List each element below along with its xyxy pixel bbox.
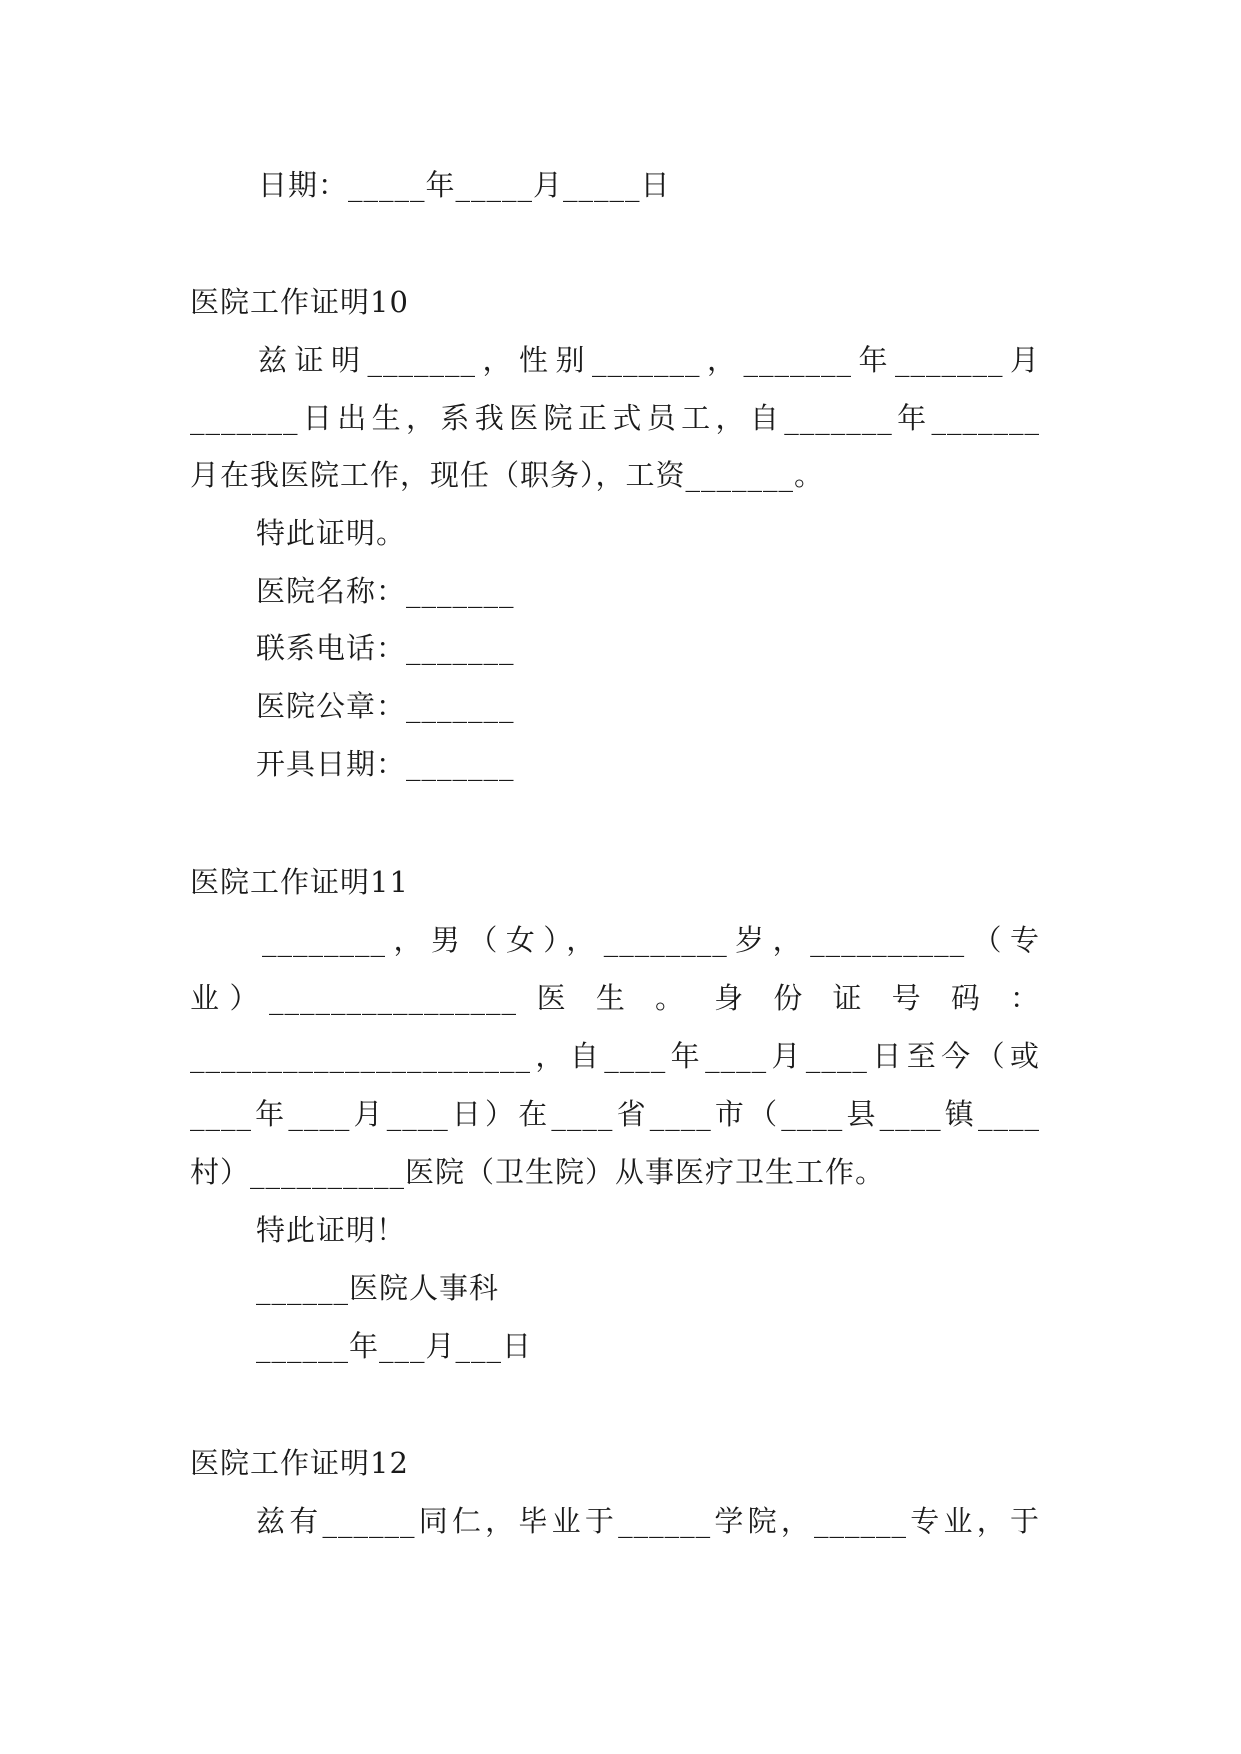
section-title-11: 医院工作证明11 <box>190 865 409 899</box>
phone-field: 联系电话：_______ <box>256 631 515 665</box>
body-line-10-2: _______日出生，系我医院正式员工，自_______年_______ <box>190 401 1040 435</box>
section-title-12: 医院工作证明12 <box>190 1446 409 1480</box>
body-line-12-1: 兹有______同仁，毕业于______学院，______专业，于 <box>256 1504 1040 1538</box>
body-line-10-1: 兹证明_______，性别_______，_______年_______月 <box>258 343 1040 377</box>
body-line-11-1: ________，男（女），________岁，__________（专 <box>262 923 1040 957</box>
body-line-11-5: 村）__________医院（卫生院）从事医疗卫生工作。 <box>190 1155 886 1189</box>
hospital-seal-field: 医院公章：_______ <box>256 689 515 723</box>
signature-department: ______医院人事科 <box>256 1271 500 1305</box>
body-line-11-4: ____年____月____日）在____省____市（____县____镇____ <box>190 1097 1040 1131</box>
closing-11: 特此证明！ <box>256 1213 407 1247</box>
hospital-name-field: 医院名称：_______ <box>256 574 515 608</box>
body-line-11-3: ______________________，自____年____月____日至今（或 <box>190 1039 1040 1073</box>
date-line: 日期：_____年_____月_____日 <box>258 168 671 202</box>
section-title-10: 医院工作证明10 <box>190 285 409 319</box>
closing-10: 特此证明。 <box>256 516 407 550</box>
signature-date: ______年___月___日 <box>256 1329 533 1363</box>
body-line-10-3: 月在我医院工作，现任（职务），工资_______。 <box>190 458 825 492</box>
body-line-11-2: 业）________________ 医 生 。 身 份 证 号 码 ： <box>190 981 1040 1015</box>
issue-date-field: 开具日期：_______ <box>256 747 515 781</box>
